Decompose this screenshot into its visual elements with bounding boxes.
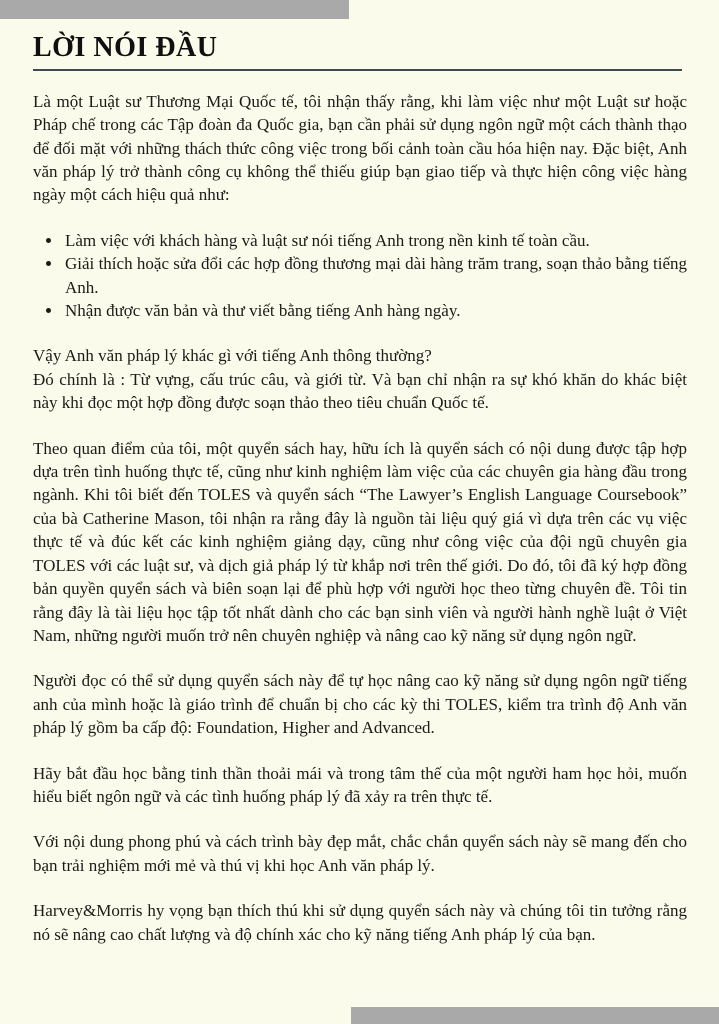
paragraph-intro: Là một Luật sư Thương Mại Quốc tế, tôi nhận thấy rằng, khi làm việc như một Luật sư hoặc Pháp chế trong các Tập đoàn đa Quốc gia, bạn cần phải sử dụng ngôn ngữ một cách thành thạo để đối mặt với những thách thức công việc trong bối cảnh toàn cầu hóa hiện nay. Đặc biệt, Anh văn pháp lý trở thành công cụ không thể thiếu giúp bạn giao tiếp và thực hiện công việc hàng ngày một cách hiệu quả như: [33, 91, 687, 205]
list-item: • Làm việc với khách hàng và luật sư nói tiếng Anh trong nền kinh tế toàn cầu. [63, 229, 687, 252]
question-line: Vậy Anh văn pháp lý khác gì với tiếng Anh thông thường? [33, 346, 432, 366]
paragraph-presentation: Với nội dung phong phú và cách trình bày đẹp mắt, chắc chắn quyển sách này sẽ mang đến cho bạn trải nghiệm mới mẻ và thú vị khi học Anh văn pháp lý. [33, 832, 687, 875]
paragraph-closing: Harvey&Morris hy vọng bạn thích thú khi sử dụng quyển sách này và chúng tôi tin tưởng rằng nó sẽ nâng cao chất lượng và độ chính xác cho kỹ năng tiếng Anh pháp lý của bạn. [33, 901, 687, 944]
title-underline [33, 69, 682, 71]
answer-line: Đó chính là : Từ vựng, cấu trúc câu, và giới từ. Và bạn chỉ nhận ra sự khó khăn do khác biệt này khi đọc một hợp đồng được soạn thảo theo tiêu chuẩn Quốc tế. [33, 369, 687, 413]
paragraph-usage: Người đọc có thể sử dụng quyển sách này để tự học nâng cao kỹ năng sử dụng ngôn ngữ tiếng anh của mình hoặc là giáo trình để chuẩn bị cho các kỳ thi TOLES, kiểm tra trình độ Anh văn pháp lý gồm ba cấp độ: Foundation, Higher and Advanced. [33, 671, 687, 738]
preface-body [33, 90, 687, 946]
paragraph-toles-story: Theo quan điểm của tôi, một quyển sách hay, hữu ích là quyển sách có nội dung được tập hợp dựa trên tình huống thực tế, cũng như kinh nghiệm làm việc của các chuyên gia hàng đầu trong ngành. Khi tôi biết đến TOLES và quyển sách “The Lawyer’s English Language Coursebook” của bà Catherine Mason, tôi nhận ra rằng đây là nguồn tài liệu quý giá vì dựa trên các vụ việc thực tế và đúc kết các kinh nghiệm giảng dạy, cũng như công việc của đội ngũ chuyên gia TOLES với các luật sư, và dịch giả pháp lý từ khắp nơi trên thế giới. Do đó, tôi đã ký hợp đồng bản quyền quyển sách và biên soạn lại để phù hợp với người học theo từng chuyên đề. Tôi tin rằng đây là tài liệu học tập tốt nhất dành cho các bạn sinh viên và người hành nghề luật ở Việt Nam, những người muốn trở nên chuyên nghiệp và nâng cao kỹ năng sử dụng ngôn ngữ. [33, 438, 687, 645]
paragraph-question [33, 344, 687, 414]
list-item: • Nhận được văn bản và thư viết bằng tiếng Anh hàng ngày. [63, 299, 687, 322]
paragraph-encouragement: Hãy bắt đầu học bằng tinh thần thoải mái và trong tâm thế của một người ham học hỏi, muốn hiểu biết ngôn ngữ và các tình huống pháp lý đã xảy ra trên thực tế. [33, 763, 687, 806]
list-item: • Giải thích hoặc sửa đổi các hợp đồng thương mại dài hàng trăm trang, soạn thảo bằng tiếng Anh. [63, 252, 687, 299]
preface-page [33, 33, 687, 946]
top-decorative-bar [0, 0, 349, 19]
usage-bullet-list [33, 229, 687, 323]
page-title: LỜI NÓI ĐẦU [33, 32, 218, 63]
bottom-decorative-bar [351, 1007, 719, 1024]
